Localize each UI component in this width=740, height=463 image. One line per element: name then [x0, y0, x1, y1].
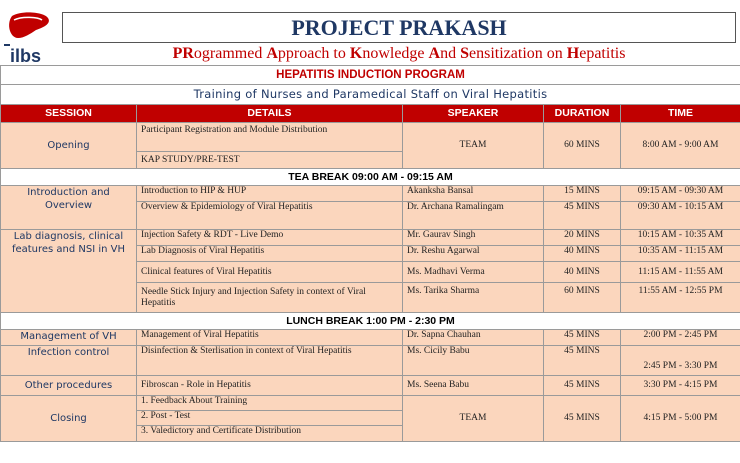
- time-cell: 11:15 AM - 11:55 AM: [621, 262, 740, 283]
- detail-cell: 1. Feedback About Training: [137, 396, 403, 411]
- session-introduction: Introduction and Overview: [1, 186, 137, 230]
- speaker-cell: TEAM: [403, 396, 544, 442]
- duration-cell: 45 MINS: [544, 346, 621, 376]
- duration-cell: 40 MINS: [544, 262, 621, 283]
- speaker-cell: Dr. Archana Ramalingam: [403, 202, 544, 230]
- session-management: Management of VH: [1, 330, 137, 346]
- training-title: Training of Nurses and Paramedical Staff on Viral Hepatitis: [1, 85, 740, 105]
- speaker-cell: Ms. Cicily Babu: [403, 346, 544, 376]
- time-cell: 4:15 PM - 5:00 PM: [621, 396, 740, 442]
- session-closing: Closing: [1, 396, 137, 442]
- duration-cell: 20 MINS: [544, 230, 621, 246]
- ilbs-logo: [2, 8, 64, 66]
- col-duration-header: DURATION: [544, 105, 621, 123]
- detail-cell: Overview & Epidemiology of Viral Hepatitis: [137, 202, 403, 230]
- lunch-break-row: LUNCH BREAK 1:00 PM - 2:30 PM: [1, 313, 740, 330]
- speaker-cell: Ms. Tarika Sharma: [403, 283, 544, 313]
- detail-cell: Participant Registration and Module Distribution: [137, 123, 403, 152]
- speaker-cell: Dr. Reshu Agarwal: [403, 246, 544, 262]
- duration-cell: 45 MINS: [544, 330, 621, 346]
- duration-cell: 45 MINS: [544, 376, 621, 396]
- document-header: [0, 0, 740, 65]
- detail-cell: Needle Stick Injury and Injection Safety in context of Viral Hepatitis: [137, 283, 403, 313]
- detail-cell: Clinical features of Viral Hepatitis: [137, 262, 403, 283]
- time-cell: 10:15 AM - 10:35 AM: [621, 230, 740, 246]
- speaker-cell: Ms. Madhavi Verma: [403, 262, 544, 283]
- logo-text: ilbs: [10, 46, 42, 66]
- schedule-table: [0, 65, 740, 442]
- duration-cell: 60 MINS: [544, 283, 621, 313]
- detail-cell: Management of Viral Hepatitis: [137, 330, 403, 346]
- time-cell: 2:00 PM - 2:45 PM: [621, 330, 740, 346]
- duration-cell: 45 MINS: [544, 396, 621, 442]
- detail-cell: Fibroscan - Role in Hepatitis: [137, 376, 403, 396]
- session-lab-diagnosis: Lab diagnosis, clinical features and NSI in VH: [1, 230, 137, 313]
- duration-cell: 60 MINS: [544, 123, 621, 169]
- page-title: PROJECT PRAKASH: [291, 15, 507, 40]
- time-cell: 2:45 PM - 3:30 PM: [621, 346, 740, 376]
- title-box: [62, 12, 736, 43]
- page-subtitle: PRogrammed Approach to Knowledge And Sensitization on Hepatitis: [172, 45, 626, 62]
- detail-cell: Disinfection & Sterlisation in context of Viral Hepatitis: [137, 346, 403, 376]
- col-time-header: TIME: [621, 105, 740, 123]
- session-infection-control: Infection control: [1, 346, 137, 376]
- speaker-cell: Dr. Sapna Chauhan: [403, 330, 544, 346]
- time-cell: 11:55 AM - 12:55 PM: [621, 283, 740, 313]
- detail-cell: 3. Valedictory and Certificate Distribution: [137, 426, 403, 442]
- detail-cell: KAP STUDY/PRE-TEST: [137, 152, 403, 169]
- duration-cell: 15 MINS: [544, 186, 621, 202]
- session-other-procedures: Other procedures: [1, 376, 137, 396]
- duration-cell: 45 MINS: [544, 202, 621, 230]
- time-cell: 09:30 AM - 10:15 AM: [621, 202, 740, 230]
- time-cell: 09:15 AM - 09:30 AM: [621, 186, 740, 202]
- speaker-cell: Akanksha Bansal: [403, 186, 544, 202]
- time-cell: 10:35 AM - 11:15 AM: [621, 246, 740, 262]
- program-title: HEPATITIS INDUCTION PROGRAM: [1, 66, 740, 85]
- session-opening: Opening: [1, 123, 137, 169]
- speaker-cell: TEAM: [403, 123, 544, 169]
- tea-break-row: TEA BREAK 09:00 AM - 09:15 AM: [1, 169, 740, 186]
- speaker-cell: Mr. Gaurav Singh: [403, 230, 544, 246]
- time-cell: 3:30 PM - 4:15 PM: [621, 376, 740, 396]
- detail-cell: Introduction to HIP & HUP: [137, 186, 403, 202]
- col-session-header: SESSION: [1, 105, 137, 123]
- detail-cell: Lab Diagnosis of Viral Hepatitis: [137, 246, 403, 262]
- speaker-cell: Ms. Seena Babu: [403, 376, 544, 396]
- duration-cell: 40 MINS: [544, 246, 621, 262]
- detail-cell: Injection Safety & RDT - Live Demo: [137, 230, 403, 246]
- time-cell: 8:00 AM - 9:00 AM: [621, 123, 740, 169]
- col-speaker-header: SPEAKER: [403, 105, 544, 123]
- col-details-header: DETAILS: [137, 105, 403, 123]
- detail-cell: 2. Post - Test: [137, 411, 403, 426]
